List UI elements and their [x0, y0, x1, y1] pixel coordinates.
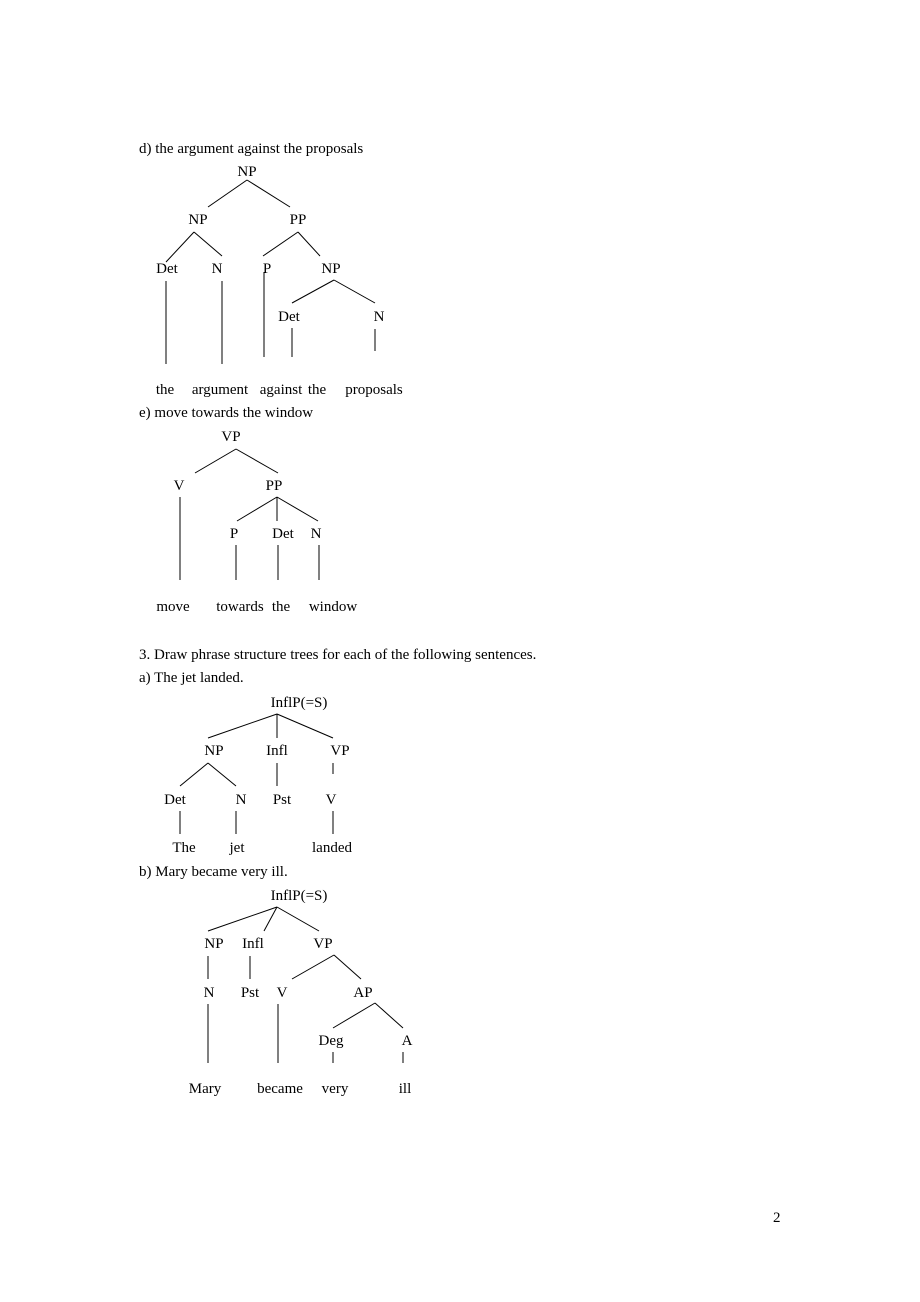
node-label: AP: [353, 985, 373, 1001]
leaf-word: very: [321, 1081, 349, 1097]
node-label: Pst: [272, 792, 292, 808]
node-label: N: [235, 792, 247, 808]
node-label: InflP(=S): [270, 695, 328, 711]
leaf-word: the: [307, 382, 327, 398]
leaf-word: the: [155, 382, 175, 398]
node-label: PP: [265, 478, 283, 494]
node-label: V: [276, 985, 288, 1001]
node-label: VP: [313, 936, 333, 952]
tree-b-lines: [208, 907, 403, 1063]
leaf-word: towards: [216, 599, 264, 615]
leaf-word: jet: [229, 840, 245, 856]
node-label: VP: [330, 743, 350, 759]
node-label: N: [310, 526, 322, 542]
leaf-word: move: [156, 599, 190, 615]
heading-a: a) The jet landed.: [139, 670, 244, 686]
node-label: Det: [156, 261, 178, 277]
node-label: V: [325, 792, 337, 808]
leaf-word: proposals: [345, 382, 403, 398]
node-label: NP: [237, 164, 257, 180]
node-label: N: [211, 261, 223, 277]
heading-d: d) the argument against the proposals: [139, 141, 364, 157]
leaf-word: ill: [398, 1081, 412, 1097]
node-label: A: [401, 1033, 413, 1049]
node-label: Deg: [318, 1033, 344, 1049]
node-label: NP: [188, 212, 208, 228]
question-3-heading: 3. Draw phrase structure trees for each of the following sentences.: [139, 647, 537, 663]
page-number: 2: [773, 1210, 781, 1226]
leaf-word: window: [308, 599, 358, 615]
leaf-word: became: [257, 1081, 303, 1097]
node-label: PP: [289, 212, 307, 228]
node-label: P: [229, 526, 239, 542]
node-label: V: [173, 478, 185, 494]
heading-e: e) move towards the window: [139, 405, 314, 421]
leaf-word: The: [172, 840, 196, 856]
leaf-word: landed: [312, 840, 352, 856]
heading-b: b) Mary became very ill.: [139, 864, 288, 880]
leaf-word: argument: [191, 382, 249, 398]
leaf-word: Mary: [188, 1081, 222, 1097]
node-label: Det: [164, 792, 186, 808]
tree-a-lines: [180, 714, 333, 834]
node-label: Det: [278, 309, 300, 325]
node-label: P: [262, 261, 272, 277]
node-label: NP: [321, 261, 341, 277]
node-label: Infl: [242, 936, 264, 952]
leaf-word: the: [271, 599, 291, 615]
node-label: N: [373, 309, 385, 325]
node-label: Infl: [266, 743, 288, 759]
leaf-word: against: [259, 382, 303, 398]
node-label: Pst: [240, 985, 260, 1001]
tree-e-lines: [180, 449, 319, 580]
node-label: Det: [272, 526, 294, 542]
node-label: NP: [204, 743, 224, 759]
node-label: N: [203, 985, 215, 1001]
node-label: InflP(=S): [270, 888, 328, 904]
node-label: NP: [204, 936, 224, 952]
node-label: VP: [221, 429, 241, 445]
